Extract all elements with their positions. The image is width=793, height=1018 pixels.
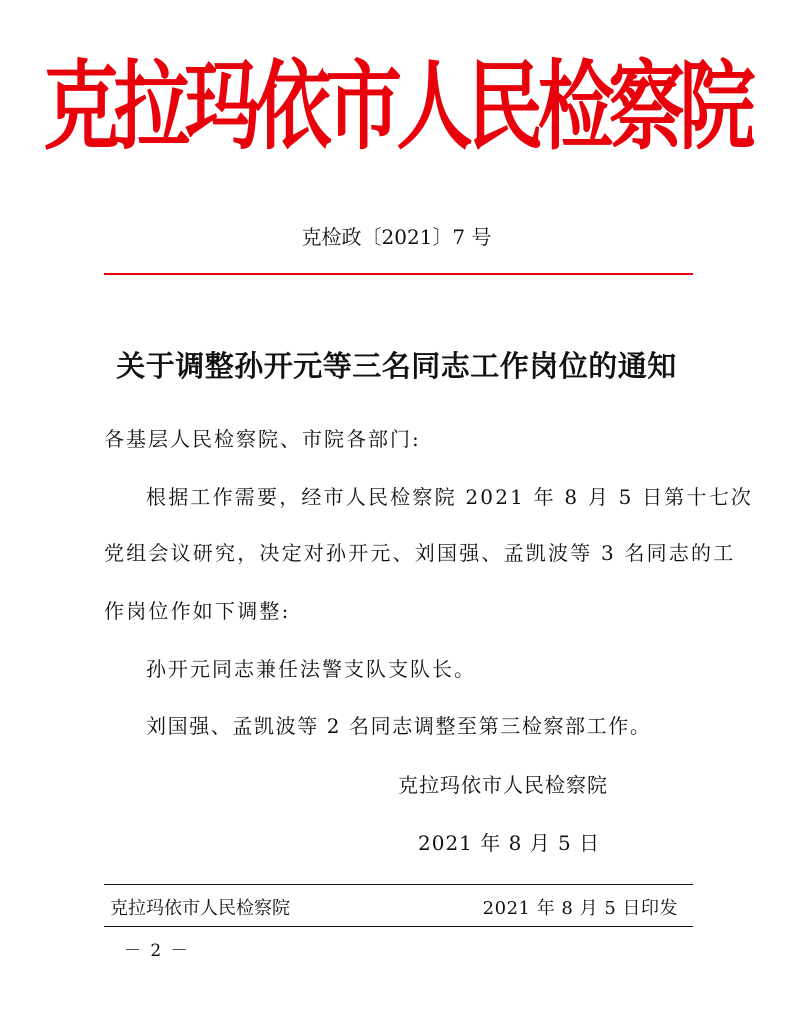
red-header-divider — [104, 273, 693, 275]
body-line-3: 作岗位作如下调整: — [104, 599, 291, 623]
body-line-4: 孙开元同志兼任法警支队支队长。 — [146, 657, 476, 681]
body-line-2: 党组会议研究，决定对孙开元、刘国强、孟凯波等 3 名同志的工 — [104, 541, 736, 565]
signature-date: 2021 年 8 月 5 日 — [418, 831, 601, 855]
footer-issue-date: 2021 年 8 月 5 日印发 — [482, 898, 678, 919]
document-number: 克检政〔2021〕7 号 — [301, 225, 492, 249]
organization-header: 克拉玛依市人民检察院 — [43, 50, 750, 164]
document-title: 关于调整孙开元等三名同志工作岗位的通知 — [116, 349, 677, 383]
page-number: － 2 － — [124, 941, 190, 961]
footer-bottom-divider — [104, 926, 693, 927]
footer-top-divider — [104, 884, 693, 885]
body-line-5: 刘国强、孟凯波等 2 名同志调整至第三检察部工作。 — [146, 714, 652, 738]
salutation: 各基层人民检察院、市院各部门: — [104, 427, 421, 451]
footer-issuer: 克拉玛依市人民检察院 — [110, 898, 290, 919]
signature-organization: 克拉玛依市人民检察院 — [398, 773, 608, 797]
body-line-1: 根据工作需要，经市人民检察院 2021 年 8 月 5 日第十七次 — [146, 485, 754, 509]
